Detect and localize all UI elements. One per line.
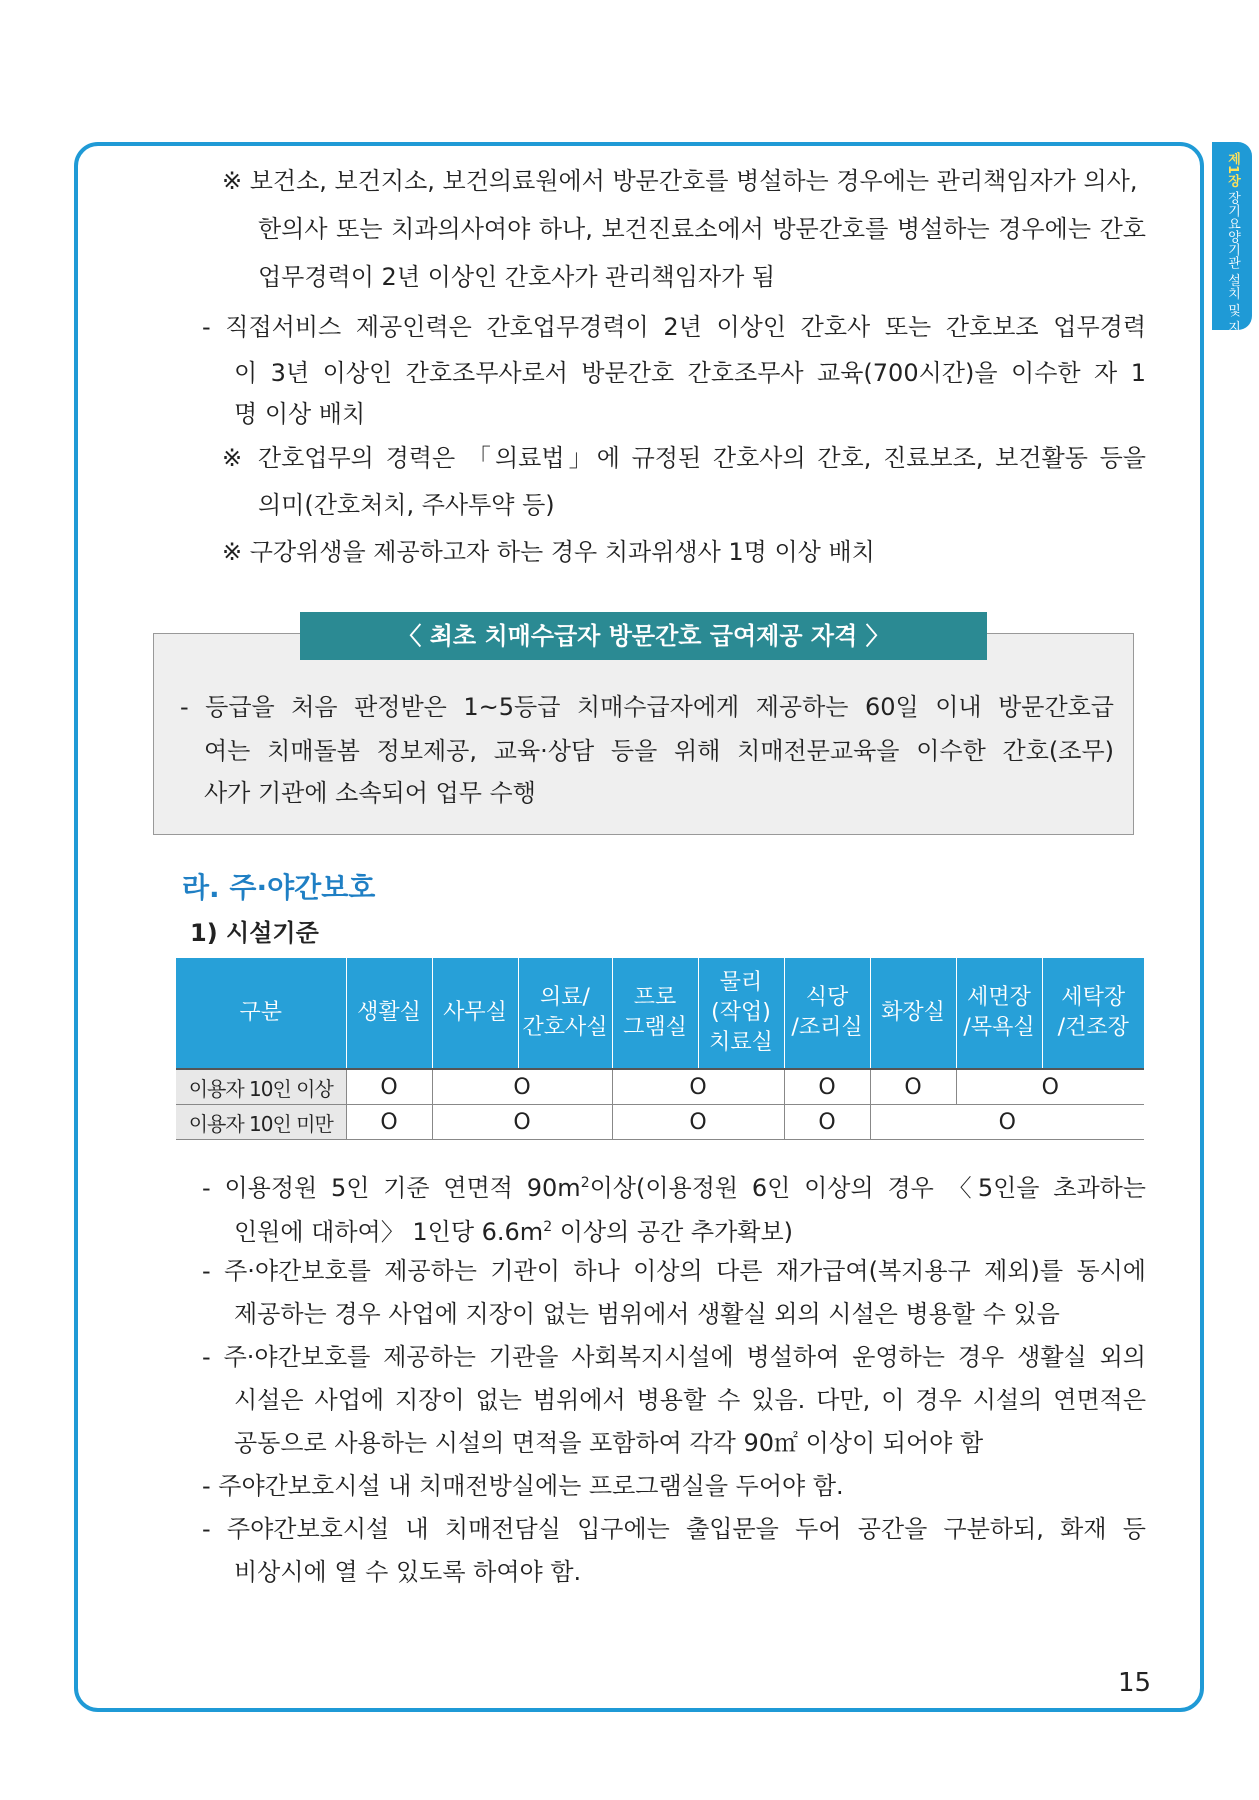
bullet-line-2: 이 3년 이상인 간호조무사로서 방문간호 간호조무사 교육(700시간)을 이수한 자 1 (234, 359, 1146, 387)
row-label: 이용자 10인 이상 (176, 1069, 346, 1105)
bullet-line-10: - 주야간보호시설 내 치매전담실 입구에는 출입문을 두어 공간을 구분하되, 화재 등 (202, 1515, 1146, 1543)
header-washroom: 세면장 /목욕실 (956, 958, 1042, 1069)
chapter-title: 장기요양기관 설치 및 지정 (1225, 191, 1240, 347)
header-therapy-room: 물리 (작업) 치료실 (698, 958, 784, 1069)
table-cell: O (956, 1069, 1144, 1105)
header-office: 사무실 (432, 958, 518, 1069)
header-nursing-room: 의료/ 간호사실 (518, 958, 612, 1069)
table-header-row (176, 958, 1144, 1069)
table-cell: O (784, 1069, 870, 1105)
header-category: 구분 (176, 958, 346, 1069)
table-cell: O (870, 1105, 1144, 1140)
table-cell: O (432, 1069, 612, 1105)
header-program-room: 프로 그램실 (612, 958, 698, 1069)
note-line-2: 한의사 또는 치과의사여야 하나, 보건진료소에서 방문간호를 병설하는 경우에는 간호 (258, 215, 1146, 243)
area-line-2: 인원에 대하여〉 1인당 $6.6m^2$ 이상의 공간 추가확보) (234, 1218, 794, 1246)
table-cell: O (612, 1069, 784, 1105)
table-cell: O (432, 1105, 612, 1140)
bullet-line-1: - 직접서비스 제공인력은 간호업무경력이 2년 이상인 간호사 또는 간호보조 업무경력 (202, 313, 1146, 341)
chapter-number: 제1장 (1225, 152, 1240, 188)
table-cell: O (346, 1105, 432, 1140)
table-row (176, 1105, 1144, 1140)
chapter-side-tab (1212, 142, 1252, 347)
header-dining-room: 식당 /조리실 (784, 958, 870, 1069)
row-label: 이용자 10인 미만 (176, 1105, 346, 1140)
bullet-line-7: 시설은 사업에 지장이 없는 범위에서 병용할 수 있음. 다만, 이 경우 시설의 연면적은 (234, 1386, 1146, 1414)
note-line-3: 업무경력이 2년 이상인 간호사가 관리책임자가 됨 (258, 263, 776, 291)
bullet-line-5: 제공하는 경우 사업에 지장이 없는 범위에서 생활실 외의 시설은 병용할 수 있음 (234, 1300, 1060, 1328)
bullet-line-8: 공동으로 사용하는 시설의 면적을 포함하여 각각 90㎡ 이상이 되어야 함 (234, 1429, 984, 1457)
header-laundry: 세탁장 /건조장 (1042, 958, 1144, 1069)
section-title: 라. 주·야간보호 (182, 871, 376, 904)
box-line-1: - 등급을 처음 판정받은 1~5등급 치매수급자에게 제공하는 60일 이내 방문간호급 (180, 693, 1114, 721)
bullet-line-3: 명 이상 배치 (234, 400, 366, 428)
note-line-5: 의미(간호처치, 주사투약 등) (258, 491, 555, 519)
header-restroom: 화장실 (870, 958, 956, 1069)
bullet-line-4: - 주·야간보호를 제공하는 기관이 하나 이상의 다른 재가급여(복지용구 제외)를 동시에 (202, 1257, 1146, 1285)
table-cell: O (784, 1105, 870, 1140)
box-line-3: 사가 기관에 소속되어 업무 수행 (204, 779, 536, 807)
header-living-room: 생활실 (346, 958, 432, 1069)
table-cell: O (346, 1069, 432, 1105)
facility-table (176, 958, 1144, 1140)
bullet-line-9: - 주야간보호시설 내 치매전방실에는 프로그램실을 두어야 함. (202, 1472, 844, 1500)
note-line-4: ※ 간호업무의 경력은 「의료법」에 규정된 간호사의 간호, 진료보조, 보건활동 등을 (222, 444, 1146, 472)
note-line-6: ※ 구강위생을 제공하고자 하는 경우 치과위생사 1명 이상 배치 (222, 538, 875, 566)
area-line-1: - 이용정원 5인 기준 연면적 $90m^2$이상(이용정원 6인 이상의 경우 〈5인을 초과하는 (202, 1174, 1146, 1202)
table-cell: O (612, 1105, 784, 1140)
bullet-line-11: 비상시에 열 수 있도록 하여야 함. (234, 1558, 582, 1586)
box-line-2: 여는 치매돌봄 정보제공, 교육·상담 등을 위해 치매전문교육을 이수한 간호(조무) (204, 737, 1114, 765)
note-line-1: ※ 보건소, 보건지소, 보건의료원에서 방문간호를 병설하는 경우에는 관리책임자가 의사, (222, 167, 1138, 195)
bullet-line-6: - 주·야간보호를 제공하는 기관을 사회복지시설에 병설하여 운영하는 경우 생활실 외의 (202, 1343, 1146, 1371)
qualification-box-title: 〈 최초 치매수급자 방문간호 급여제공 자격 〉 (300, 612, 987, 660)
table-cell: O (870, 1069, 956, 1105)
page-number: 15 (1118, 1668, 1152, 1698)
subsection-title: 1) 시설기준 (190, 919, 319, 947)
table-row (176, 1069, 1144, 1105)
